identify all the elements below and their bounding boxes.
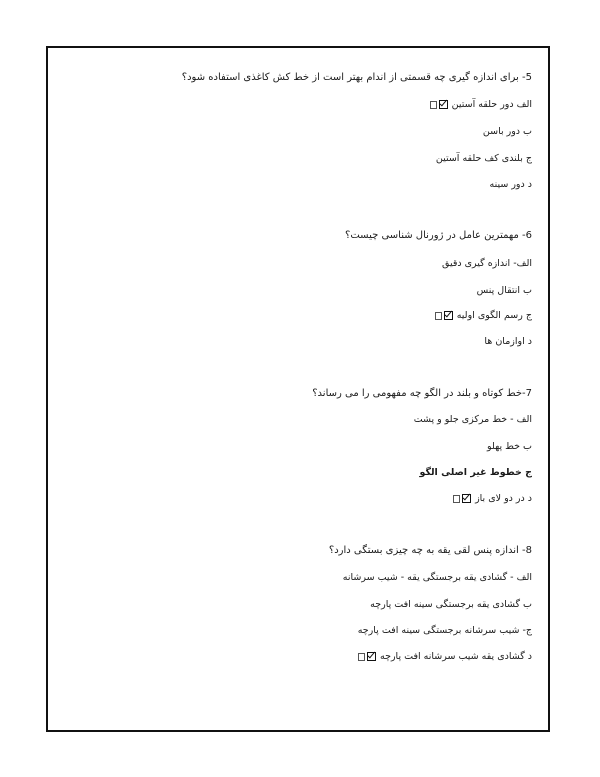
question-8-option-a[interactable]: الف - گشادی یقه برجستگی یقه - شیب سرشانه: [342, 572, 532, 583]
question-5: 5- برای اندازه گیری چه قسمتی از اندام بهتر است از خط کش کاغذی استفاده شود؟: [181, 72, 532, 83]
question-8-option-c[interactable]: ج- شیب سرشانه برجستگی سینه افت پارچه: [357, 625, 532, 636]
question-6-option-a[interactable]: الف- اندازه گیری دقیق: [442, 258, 532, 269]
empty-checkbox-icon: [435, 312, 442, 320]
question-7-option-b[interactable]: ب خط پهلو: [487, 441, 532, 452]
checked-checkbox-icon: [462, 494, 471, 503]
question-5-option-a[interactable]: الف دور حلقه آستین: [429, 99, 532, 111]
question-5-option-b[interactable]: ب دور باسن: [482, 126, 532, 137]
question-7-option-d[interactable]: د در دو لای باز: [452, 493, 532, 505]
checked-checkbox-icon: [444, 311, 453, 320]
question-8-option-b[interactable]: ب گشادی یقه برجستگی سینه افت پارچه: [370, 599, 532, 610]
empty-checkbox-icon: [453, 495, 460, 503]
checked-checkbox-icon: [367, 652, 376, 661]
question-7-option-c[interactable]: ج خطوط غیر اصلی الگو: [419, 467, 532, 478]
question-6: 6- مهمترین عامل در ژورنال شناسی چیست؟: [345, 230, 532, 241]
question-7: 7-خط کوتاه و بلند در الگو چه مفهومی را می رساند؟: [312, 388, 532, 399]
checked-checkbox-icon: [439, 100, 448, 109]
question-6-option-b[interactable]: ب انتقال پنس: [476, 285, 532, 296]
question-5-option-c[interactable]: ج بلندی کف حلقه آستین: [435, 153, 532, 164]
question-8-option-d[interactable]: د گشادی یقه شیب سرشانه افت پارچه: [357, 651, 532, 663]
empty-checkbox-icon: [358, 653, 365, 661]
question-5-option-d[interactable]: د دور سینه: [489, 179, 532, 190]
empty-checkbox-icon: [430, 101, 437, 109]
question-6-option-d[interactable]: د اوازمان ها: [484, 336, 532, 347]
question-8: 8- اندازه پنس لقی یقه به چه چیزی بستگی دارد؟: [328, 545, 532, 556]
question-7-option-a[interactable]: الف - خط مرکزی جلو و پشت: [413, 414, 532, 425]
question-6-option-c[interactable]: ج رسم الگوی اولیه: [434, 310, 532, 322]
